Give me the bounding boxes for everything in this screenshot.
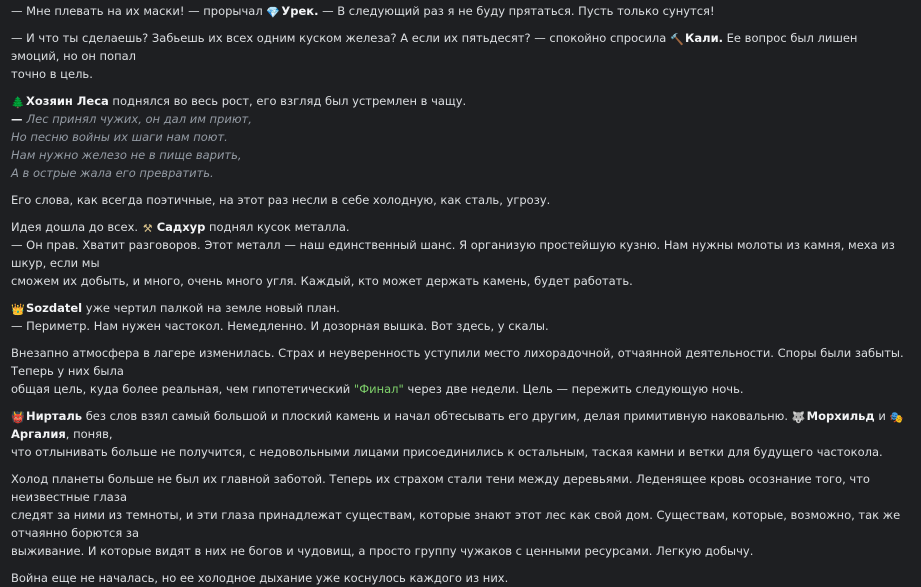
text: общая цель, куда более реальная, чем гипотетический [11, 382, 354, 396]
text: через две недели. Цель — пережить следующую ночь. [403, 382, 744, 396]
paragraph-4: Его слова, как всегда поэтичные, на этот раз несли в себе холодную, как сталь, угрозу. [11, 193, 551, 207]
text: Ее вопрос был лишен эмоций, но он попал [11, 31, 858, 63]
verse-line: Но песню войны их шаги нам поют. [11, 130, 228, 144]
theater-icon: 🎭 [889, 411, 904, 424]
text: Холод планеты больше не был их главной заботой. Теперь их страхом стали тени между деревьями. Леденящее кровь осознание того, что неизвестные глаза [11, 472, 870, 504]
text: без слов взял самый большой и плоский камень и начал обтесывать его другим, делая примитивную наковальню. [82, 409, 792, 423]
paragraph-1 [11, 2, 907, 20]
paragraph-10: Война еще не началась, но ее холодное дыхание уже коснулось каждого из них. [11, 571, 509, 585]
wolf-icon: 🐺 [791, 411, 806, 424]
character-name-morkhild: Морхильд [806, 409, 875, 423]
text: Внезапно атмосфера в лагере изменилась. Страх и неуверенность уступили место лихорадочной, отчаянной деятельности. Споры были забыты. Теперь у них была [11, 346, 904, 378]
text: уже чертил палкой на земле новый план. [82, 301, 340, 315]
character-name-sadkhur: Садхур [156, 220, 206, 234]
paragraph-5 [11, 218, 907, 290]
paragraph-3 [11, 92, 907, 182]
text: сможем их добыть, и много, очень много угля. Каждый, кто может держать камень, будет работать. [11, 274, 633, 288]
character-name-sozdatel: Sozdatel [26, 301, 83, 315]
text: — Он прав. Хватит разговоров. Этот металл — наш единственный шанс. Я организую простейшую кузню. Нам нужны молоты из камня, меха из шкур, если мы [11, 238, 895, 270]
text: , поняв, [65, 427, 113, 441]
dash: — [11, 112, 27, 126]
character-name-urek: Урек. [281, 4, 319, 18]
character-name-nirtal: Нирталь [26, 409, 83, 423]
character-name-argaliya: Аргалия [11, 427, 66, 441]
text: — Мне плевать на их маски! — прорычал [11, 4, 267, 18]
paragraph-6 [11, 299, 907, 335]
text: — И что ты сделаешь? Забьешь их всех одним куском железа? А если их пятьдесят? — спокойно спросила [11, 31, 670, 45]
character-name-forest-master: Хозяин Леса [26, 94, 109, 108]
mask-icon: 👹 [11, 411, 25, 424]
text: — В следующий раз я не буду прятаться. Пусть только сунутся! [318, 4, 715, 18]
text: точно в цель. [11, 67, 93, 81]
gem-icon: 💎 [266, 6, 281, 19]
text: что отлынивать больше не получится, с недовольными лицами присоединились к остальным, таская камни и ветки для будущего частокола. [11, 445, 883, 459]
text: выживание. И которые видят в них не богов и чудовищ, а просто группу чужаков с ценными ресурсами. Легкую добычу. [11, 544, 754, 558]
crown-icon: 👑 [11, 303, 25, 316]
text: поднял кусок металла. [205, 220, 350, 234]
hammer-icon: 🔨 [670, 33, 684, 46]
text: — Периметр. Нам нужен частокол. Немедленно. И дозорная вышка. Вот здесь, у скалы. [11, 319, 549, 333]
text: Идея дошла до всех. [11, 220, 142, 234]
verse-line: Лес принял чужих, он дал им приют, [26, 112, 252, 126]
text: поднялся во весь рост, его взгляд был устремлен в чащу. [108, 94, 467, 108]
paragraph-7 [11, 344, 907, 398]
pickaxe-icon: ⚒ [142, 222, 153, 235]
text: и [874, 409, 890, 423]
paragraph-2 [11, 29, 907, 83]
highlight-final: "Финал" [353, 382, 404, 396]
character-name-kali: Кали. [685, 31, 724, 45]
paragraph-9 [11, 470, 907, 560]
paragraph-8 [11, 407, 907, 461]
text: следят за ними из темноты, и эти глаза принадлежат существам, которые знают этот лес как свой дом. Существам, которые, возможно, так же отчаянно борются за [11, 508, 901, 540]
tree-icon: 🌲 [11, 96, 25, 109]
verse-line: Нам нужно железо не в пище варить, [11, 148, 242, 162]
verse-line: А в острые жала его превратить. [11, 166, 214, 180]
